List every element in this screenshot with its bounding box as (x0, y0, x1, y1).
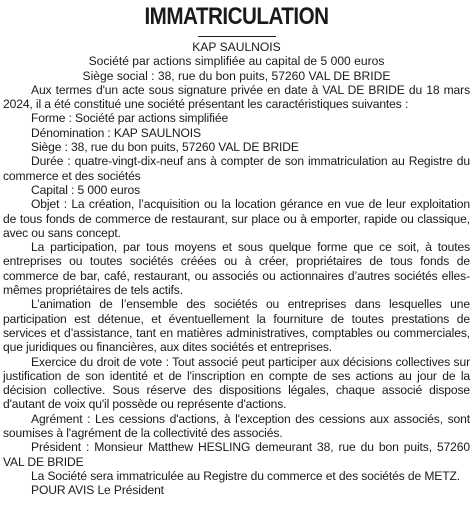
paragraph-registration: La Société sera immatriculée au Registre du commerce et des sociétés de METZ. (31, 468, 461, 483)
paragraph-president: Président : Monsieur Matthew HESLING demeurant 38, rue du bon puits, 57260 VAL DE BRIDE (3, 440, 470, 469)
notice-title: IMMATRICULATION (144, 3, 329, 30)
paragraph-duration: Durée : quatre-vingt-dix-neuf ans à compter de son immatriculation au Registre du commerce et des sociétés (3, 154, 470, 183)
paragraph-deed: Aux termes d'un acte sous signature privée en date à VAL DE BRIDE du 18 mars 2024, il a été constitué une société présentant les caractéristiques suivantes : (3, 82, 470, 112)
paragraph-seat: Siège : 38, rue du bon puits, 57260 VAL DE BRIDE (31, 140, 299, 155)
paragraph-denomination: Dénomination : KAP SAULNOIS (31, 125, 201, 140)
legal-notice (3, 0, 470, 498)
paragraph-approval: Agrément : Les cessions d'actions, à l'exception des cessions aux associés, sont soumises à l'agrément de la collectivité des associés. (3, 411, 470, 441)
paragraph-capital: Capital : 5 000 euros (31, 182, 141, 197)
company-registered-office: Siège social : 38, rue du bon puits, 57260 VAL DE BRIDE (82, 68, 391, 83)
title-divider (198, 36, 276, 37)
paragraph-voting-rights: Exercice du droit de vote : Tout associé peut participer aux décisions collectives sur justification de son identité et de l'inscription en compte de ses actions au jour de la décision collective. Sous réserve des dispositions légales, chaque associé dispose d'autant de voix qu'il possède ou représente d'actions. (3, 354, 470, 412)
paragraph-form: Forme : Société par actions simplifiée (31, 111, 229, 126)
company-form-capital: Société par actions simplifiée au capital de 5 000 euros (88, 54, 385, 69)
paragraph-participation: La participation, par tous moyens et sous quelque forme que ce soit, à toutes entreprises ou toutes sociétés créées ou à créer, propriétaires de tous fonds de commerce de bar, café, restaurant, ou associés ou actionnaires d’autres sociétés elles-mêmes propriétaires de tels actifs. (3, 240, 470, 298)
paragraph-signature: POUR AVIS Le Président (31, 483, 164, 498)
paragraph-animation: L’animation de l’ensemble des sociétés ou entreprises dans lesquelles une participation est détenue, et éventuellement la fourniture de toutes prestations de services et d’assistance, tant en matières administratives, comptables ou commerciales, que juridiques ou financières, aux dites sociétés et entreprises. (3, 297, 470, 355)
company-name: KAP SAULNOIS (192, 40, 281, 54)
paragraph-purpose: Objet : La création, l’acquisition ou la location gérance en vue de leur exploitation de tous fonds de commerce de restaurant, sur place ou à emporter, rapide ou classique, avec ou sans concept. (3, 197, 470, 240)
